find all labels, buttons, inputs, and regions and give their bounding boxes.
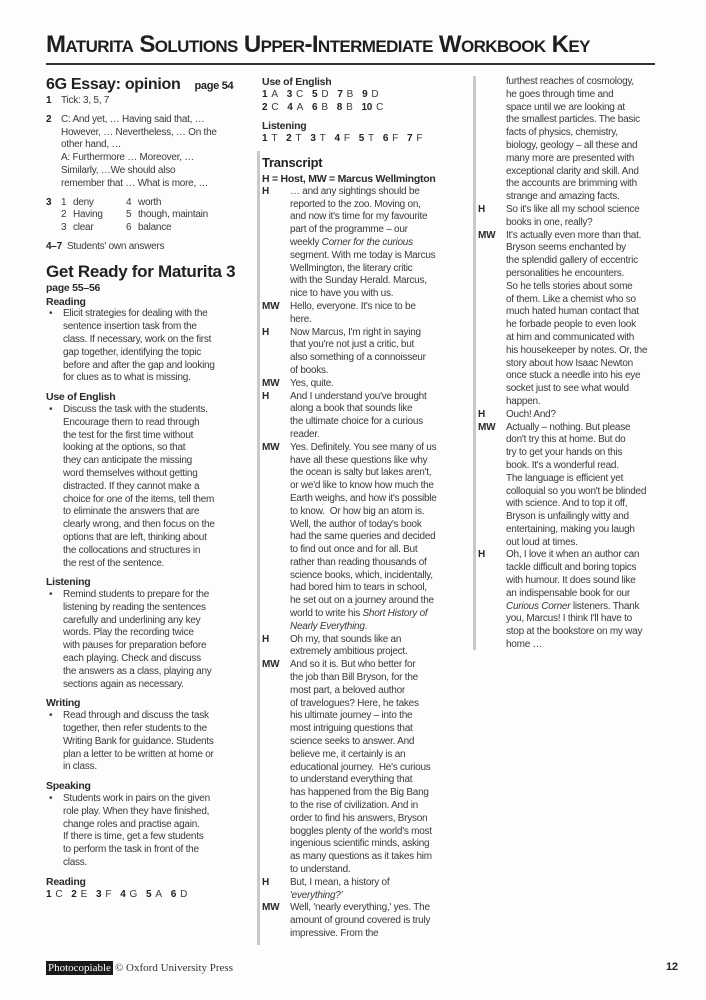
sub-answer: Having — [73, 209, 103, 221]
answer-number: 5 — [358, 133, 364, 145]
bullet-text: Remind students to prepare for the listening by reading the sentences carefully and underlining any key words. Play the recording twice with pauses for preparation before each playing. Check and discuss the answers as a class, playing any sections again as necessary. — [63, 589, 212, 690]
speech-text — [290, 659, 432, 877]
text-segment: Now Marcus, I'm right in saying that you're not just a critic, but also something of a connoisseur of books. — [290, 326, 426, 376]
transcript-middle — [262, 186, 468, 941]
answer-number: 1 — [262, 133, 268, 145]
transcript-title: Transcript — [262, 154, 323, 170]
text-segment: Yes, quite. — [290, 377, 334, 389]
sub-number: 2 — [61, 209, 67, 221]
column-divider — [473, 76, 476, 650]
speaker-label: MW — [262, 441, 280, 453]
use-of-english-answer-key — [262, 89, 468, 115]
italic-title: Corner for the curious — [321, 236, 413, 248]
get-ready-sections — [46, 296, 251, 870]
answer-letter: B — [346, 101, 353, 113]
speaker-label: H — [478, 203, 485, 215]
answer — [146, 889, 162, 900]
answer-item — [46, 241, 251, 254]
transcript-legend: H = Host, MW = Marcus Wellmington — [262, 172, 436, 185]
text-segment: Ouch! And? — [506, 408, 556, 420]
answer-number: 2 — [71, 888, 77, 900]
transcript-entry — [478, 422, 688, 550]
speaker-label: MW — [262, 902, 280, 914]
bullet-item — [46, 710, 251, 774]
transcript-entry — [262, 902, 468, 940]
section-heading: Writing — [46, 697, 81, 710]
answer-number: 4 — [120, 888, 126, 900]
answer-number: 1 — [262, 88, 268, 100]
essay-heading — [46, 76, 251, 95]
answer-item — [46, 197, 251, 235]
item-text: Tick: 3, 5, 7 — [61, 95, 110, 106]
answer-number: 5 — [312, 88, 318, 100]
sub-number: 4 — [126, 196, 132, 208]
sub-answer: though, maintain — [138, 209, 208, 221]
bullet-text: Discuss the task with the students. Encourage them to read through the test for the first time without looking at the options, so that they can anticipate the missing word themselves without getting distracted. If they cannot make a choice for one of the items, tell them to eliminate the answers that are clearly wrong, and then focus on the options that are left, thinking about the collocations and structures in the rest of the sentence. — [63, 403, 215, 569]
speech-text — [290, 902, 430, 940]
sub-answer: balance — [138, 222, 172, 234]
italic-title: 'everything?' — [290, 889, 343, 901]
bullet-icon: • — [49, 308, 53, 320]
speech-text — [506, 204, 639, 230]
answer — [287, 102, 303, 113]
speech-text — [506, 549, 642, 651]
transcript-entry — [478, 549, 688, 651]
answer — [96, 889, 111, 900]
answer-row — [262, 133, 468, 146]
text-segment: segment. With me today is Marcus Wellmington, the literary critic with the Sunday Herald. Marcus, nice to have you with us. — [290, 249, 436, 300]
answer — [286, 133, 301, 144]
answer-row — [262, 89, 468, 102]
answer-number: 7 — [337, 88, 343, 100]
middle-column — [262, 76, 468, 941]
sub-number: 6 — [126, 222, 132, 234]
right-column — [478, 76, 688, 652]
answer — [262, 133, 277, 144]
answer-letter: C — [271, 101, 279, 113]
speech-text — [290, 391, 426, 442]
sub-number: 5 — [126, 209, 132, 221]
listening-answer-key — [262, 133, 468, 146]
bullet-item — [46, 793, 251, 870]
text-segment: Well, 'nearly everything,' yes. The amount of ground covered is truly impressive. From the — [290, 902, 431, 939]
answer — [362, 89, 378, 100]
answer-letter: E — [80, 888, 88, 900]
speech-text — [290, 186, 435, 301]
answer — [359, 133, 374, 144]
answer-number: 6 — [382, 133, 389, 145]
speech-text — [290, 877, 389, 903]
bullet-icon: • — [49, 589, 53, 601]
answer-letter: T — [295, 133, 302, 145]
answer-row — [46, 889, 251, 902]
item-number: 1 — [46, 95, 52, 106]
answer — [383, 133, 398, 144]
answer — [120, 889, 137, 900]
speaker-label: H — [478, 408, 485, 420]
answer-letter: F — [343, 133, 350, 145]
answer-letter: C — [296, 88, 304, 100]
get-ready-title: Get Ready for Maturita 3 — [46, 261, 236, 281]
column-divider — [257, 151, 260, 945]
answer-letter: A — [155, 888, 162, 900]
answer — [407, 133, 422, 144]
answer-letter: A — [296, 101, 304, 113]
bullet-text: Elicit strategies for dealing with the sentence insertion task from the class. If necessary, work on the first gap together, identifying the topic before and after the gap and looking for clues as to what is missing. — [63, 308, 215, 384]
section-heading: Reading — [46, 295, 86, 308]
copyright: © Oxford University Press — [114, 962, 233, 974]
transcript-right — [478, 76, 688, 652]
text-segment: Yes. Definitely. You see many of us have all these questions like why the ocean is salty but lakes aren't, or we'd like to know how much the Earth weighs, and how it's possible to know. Or how big an atom is. Well, the author of today's book had the same queries and decided to find out once and for all. But rather than reading thousands of science books, which, incidentally, had bored him to tears in school, he set out on a journey around the world to write his — [290, 441, 437, 620]
answer — [312, 102, 328, 113]
bullet-text: Read through and discuss the task together, then refer students to the Writing Bank for guidance. Students plan a letter to be written at home or in class. — [63, 710, 214, 773]
answer-number: 4 — [287, 101, 293, 113]
answer — [312, 89, 328, 100]
item-number: 3 — [46, 196, 52, 208]
text-segment: Oh, I love it when an author can tackle difficult and boring topics with humour. It does sound like an indispensable book for our — [506, 549, 640, 599]
text-segment: . — [364, 620, 368, 632]
answer-row — [262, 102, 468, 115]
answer — [46, 889, 62, 900]
item-number: 2 — [46, 113, 52, 125]
answer-letter: D — [180, 888, 188, 900]
speaker-label: MW — [478, 421, 496, 433]
answer-number: 3 — [310, 133, 316, 145]
bullet-icon: • — [49, 793, 53, 805]
answer-letter: B — [346, 88, 354, 100]
transcript-entry — [262, 186, 468, 301]
answer-letter: T — [319, 133, 326, 145]
sub-answer: clear — [73, 222, 94, 234]
bullet-item — [46, 308, 251, 385]
answer-letter: G — [129, 888, 138, 900]
speech-text — [290, 327, 426, 378]
answer — [262, 102, 278, 113]
section-heading: Use of English — [46, 391, 116, 404]
speech-text — [506, 230, 647, 409]
transcript-entry — [262, 378, 468, 391]
answer-number: 10 — [361, 101, 373, 113]
answer-number: 7 — [407, 133, 413, 145]
text-segment: And I understand you've brought along a book that sounds like the ultimate choice for a curious reader. — [290, 390, 427, 440]
speaker-label — [478, 76, 506, 204]
speech-text — [506, 422, 646, 550]
answer-item — [46, 95, 251, 108]
page-number: 12 — [666, 961, 678, 973]
speech-text — [506, 409, 556, 422]
speech-text — [290, 378, 334, 391]
transcript-entry — [478, 230, 688, 409]
bullet-icon: • — [49, 710, 53, 722]
answer-letter: T — [271, 133, 278, 145]
speaker-label: H — [262, 326, 269, 338]
answer-letter: F — [416, 133, 423, 145]
speech-text — [290, 634, 408, 660]
sub-number: 3 — [61, 222, 67, 234]
transcript-entry — [262, 391, 468, 442]
answer-number: 2 — [262, 101, 268, 113]
answer-number: 1 — [46, 888, 52, 900]
bullet-icon: • — [49, 403, 53, 415]
listening-heading: Listening — [262, 120, 307, 133]
answer-letter: C — [55, 888, 63, 900]
speech-text — [506, 76, 640, 204]
photocopiable-badge: Photocopiable — [48, 962, 111, 974]
answer-letter: D — [371, 88, 379, 100]
answer-letter: C — [376, 101, 384, 113]
transcript-entry — [478, 76, 688, 204]
text-segment: Actually – nothing. But please don't try this at home. But do try to get your hands on this book. It's a wonderful read. The language is efficient yet colloquial so you won't be blinded with science. And to top it off, Bryson is unfailingly witty and entertaining, making you laugh out loud at times. — [506, 421, 647, 548]
get-ready-page: page 55–56 — [46, 281, 101, 294]
text-segment: But, I mean, a history of — [290, 876, 390, 888]
text-segment: Hello, everyone. It's nice to be here. — [290, 300, 416, 325]
answer-letter: D — [321, 88, 329, 100]
speaker-label: H — [262, 185, 269, 197]
text-segment: Oh my, that sounds like an extremely ambitious project. — [290, 633, 408, 658]
answer — [337, 102, 353, 113]
use-of-english-heading: Use of English — [262, 76, 332, 88]
sub-number: 1 — [61, 196, 67, 208]
left-column — [46, 76, 251, 901]
text-segment: listeners. Thank you, Marcus! I think I'll have to stop at the bookstore on my way home … — [506, 600, 643, 651]
answer — [310, 133, 325, 144]
transcript-entry — [262, 634, 468, 660]
section-heading: Speaking — [46, 780, 91, 793]
transcript-entry — [478, 409, 688, 422]
text-segment: So it's like all my school science books in one, really? — [506, 203, 640, 228]
sub-answer: deny — [73, 196, 94, 208]
speech-text — [290, 442, 437, 634]
transcript-entry — [262, 301, 468, 327]
text-segment: … and any sightings should be reported to the zoo. Moving on, and now it's time for my favourite part of the programme – our weekly — [290, 185, 428, 248]
answer-number: 3 — [96, 888, 102, 900]
document-title: Maturita Solutions Upper-Intermediate Workbook Key — [46, 31, 590, 58]
answer — [262, 89, 278, 100]
transcript-entry — [262, 442, 468, 634]
answer — [171, 889, 187, 900]
transcript-entry — [262, 877, 468, 903]
answer-number: 4 — [334, 133, 340, 145]
essay-title: 6G Essay: opinion — [46, 76, 181, 93]
italic-title: Short History of Nearly Everything — [290, 608, 428, 632]
text-segment: It's actually even more than that. Bryson seems enchanted by the splendid gallery of eccentric personalities he encounters. So he tells stories about some of them. Like a chemist who so much hated human contact that he forbade people to even look at him and communicated with his housekeeper by notes. Or, the story about how Isaac Newton once stuck a needle into his eye socket just to see what would happen. — [506, 229, 648, 407]
answer — [337, 89, 353, 100]
footer — [46, 962, 233, 974]
answer-number: 5 — [146, 888, 152, 900]
bullet-item — [46, 404, 251, 570]
speaker-label: H — [262, 633, 269, 645]
speaker-label: MW — [478, 229, 496, 241]
item-text: C: And yet, … Having said that, … However, … Nevertheless, … On the other hand, … A: Furthermore … Moreover, … Similarly, …We should also remember that … What is more, … — [61, 113, 217, 189]
item-text: Students' own answers — [66, 240, 165, 252]
speaker-label: MW — [262, 659, 280, 671]
essay-page: page 54 — [194, 80, 234, 92]
italic-title: Curious Corner — [506, 600, 571, 612]
speech-text — [290, 301, 416, 327]
word-answers — [61, 197, 208, 235]
transcript-entry — [478, 204, 688, 230]
item-number: 4–7 — [46, 240, 62, 252]
answer-letter: F — [105, 888, 112, 900]
speaker-label: MW — [262, 300, 280, 312]
answer — [287, 89, 303, 100]
transcript-entry — [262, 327, 468, 378]
answer-number: 6 — [312, 101, 318, 113]
bullet-item — [46, 589, 251, 691]
speaker-label: MW — [262, 377, 280, 389]
answer-number: 9 — [362, 88, 368, 100]
transcript-entry — [262, 659, 468, 877]
answer-letter: B — [321, 101, 328, 113]
answer-number: 6 — [170, 888, 177, 900]
answer-number: 2 — [286, 133, 292, 145]
sub-answer: worth — [138, 196, 162, 208]
answer-number: 3 — [286, 88, 293, 100]
answer — [362, 102, 384, 113]
speaker-label: H — [262, 390, 269, 402]
answer-item — [46, 114, 251, 191]
section-heading: Listening — [46, 576, 91, 589]
answer-letter: T — [368, 133, 374, 145]
answer-letter: A — [271, 88, 278, 100]
answer — [335, 133, 350, 144]
reading-answer-key — [46, 889, 251, 902]
reading-key-heading: Reading — [46, 875, 86, 888]
answer-number: 8 — [336, 101, 343, 113]
text-segment: And so it is. But who better for the job than Bill Bryson, for the most part, a beloved author of travelogues? Here, he takes his ultimate journey – into the most intriguing questions that science seeks to answer. And believe me, it certainly is an educational journey. He's curious to understand everything that has happened from the Big Bang to the rise of civilization. And in order to find his answers, Bryson boggles plenty of the world's most ingenious scientific minds, asking as many questions as it takes him to understand. — [290, 659, 432, 876]
speaker-label: H — [478, 549, 485, 561]
answer — [71, 889, 87, 900]
bullet-text: Students work in pairs on the given role play. When they have finished, change roles and practise again. If there is time, get a few students to perform the task in front of the class. — [63, 793, 210, 869]
speaker-label: H — [262, 876, 269, 888]
title-rule — [46, 63, 655, 65]
text-segment: furthest reaches of cosmology, he goes through time and space until we are looking at the smallest particles. The basic facts of physics, chemistry, biology, geology – all these and many more are presented with exceptional clarity and skill. And the accounts are brimming with strange and amazing facts. — [506, 76, 640, 203]
answer-letter: F — [392, 133, 399, 145]
